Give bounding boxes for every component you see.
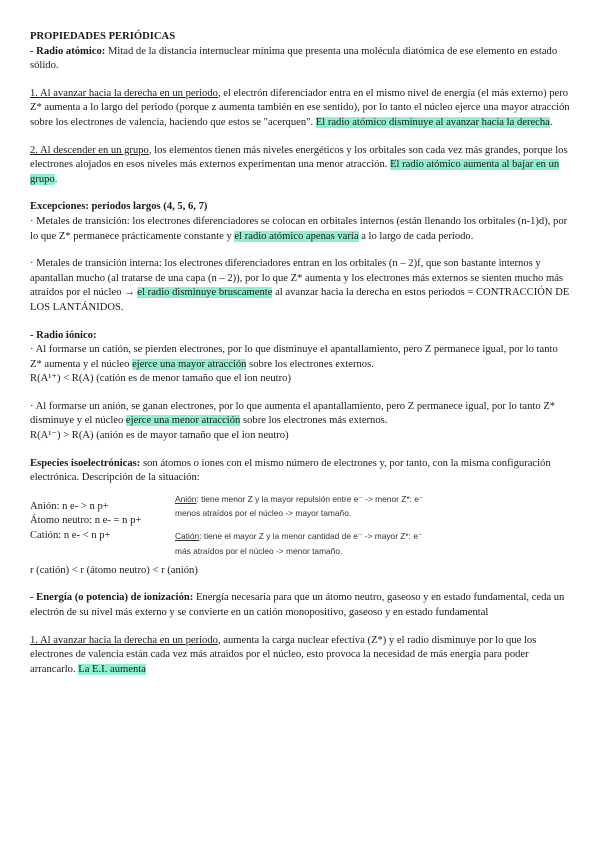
excepciones-heading: Excepciones: periodos largos (4, 5, 6, 7) <box>30 201 208 213</box>
cation-note: Catión: tiene el mayor Z y la menor cantidad de e⁻ -> mayor Z*: e⁻ más atraídos por el núcleo -> menor tamaño. <box>175 531 423 556</box>
radio-atomico-label: - Radio atómico: <box>30 45 106 57</box>
isoelectronic-rules <box>30 500 170 544</box>
energia-label: - Energía (o potencia) de ionización: <box>30 592 194 604</box>
especies-label: Especies isoelectrónicas: <box>30 457 141 469</box>
radius-order: r (catión) < r (átomo neutro) < r (anión) <box>30 564 198 576</box>
ionico-anion-relation: R(A¹⁻) > R(A) (anión es de mayor tamaño que el ion neutro) <box>30 430 289 442</box>
highlight: El radio atómico aumenta al bajar en un grupo <box>30 159 560 185</box>
energia-ionizacion-definition: - Energía (o potencia) de ionización: Energía necesaria para que un átomo neutro, gaseoso y en estado fundamental, ceda un electrón de su nivel más externo y se convierte en un catión monopositivo, gaseoso y en estado fundamental <box>30 592 565 619</box>
radio-ionico-heading: - Radio iónico: <box>30 329 97 341</box>
highlight: el radio atómico apenas varía <box>234 230 359 242</box>
neutral-atom-rule: Átomo neutro: n e- = n p+ <box>30 515 142 527</box>
ionico-cation-relation: R(A¹⁺) < R(A) (catión es de menor tamaño que el ion neutro) <box>30 373 291 385</box>
excepciones-transicion-interna: · Metales de transición interna: los electrones diferenciadores entran en los orbitales (n – 2)f, que son bastante internos y apantallan mucho (al tratarse de una capa (n – 2)), por lo que Z* aumenta y los electrones más externos se sienten mucho más atraídos por el núcleo → el radio disminuye bruscamente al avanzar hacia la derecha en estos periodos = CONTRACCIÓN DE LOS LANTÁNIDOS. <box>30 258 570 313</box>
highlight: el radio disminuye bruscamente <box>137 287 273 299</box>
radio-atomico-definition: - Radio atómico: Mitad de la distancia internuclear mínima que presenta una molécula diatómica de ese elemento en estado sólido. <box>30 45 558 72</box>
cation-rule: Catión: n e- < n p+ <box>30 530 111 542</box>
isoelectronic-notes <box>175 492 475 566</box>
page-title: PROPIEDADES PERIÓDICAS <box>30 31 176 42</box>
especies-definition: Especies isoelectrónicas: son átomos o iones con el mismo número de electrones y, por tanto, con la misma configuración electrónica. Descripción de la situación: <box>30 457 551 484</box>
highlight: El radio atómico disminuye al avanzar hacia la derecha <box>315 116 550 128</box>
isoelectronic-comparison <box>30 492 570 556</box>
anion-note: Anión: tiene menor Z y la mayor repulsión entre e⁻ -> menor Z*: e⁻ menos atraídos por el núcleo -> mayor tamaño. <box>175 493 424 519</box>
highlight: ejerce una mayor atracción <box>132 358 247 370</box>
ionico-anion-paragraph: · Al formarse un anión, se ganan electrones, por lo que aumenta el apantallamiento, pero Z permanece igual, por lo tanto Z* disminuye y el núcleo ejerce una menor atracción sobre los electrones más externos. <box>30 400 556 427</box>
highlight: ejerce una menor atracción <box>125 415 241 427</box>
anion-rule: Anión: n e- > n p+ <box>30 500 109 512</box>
excepciones-transicion: · Metales de transición: los electrones diferenciadores se colocan en orbitales internos (están llenando los orbitales (n-1)d), por lo que Z* permanece prácticamente constante y el radio atómico apenas varía a lo largo de cada periodo. <box>30 215 568 242</box>
radio-paragraph-2: 2. Al descender en un grupo, los elementos tienen más niveles energéticos y los orbitales son cada vez más grandes, porque los electrones alojados en esos niveles más externos experimentan una menor atracción. El radio atómico aumenta al bajar en un grupo. <box>30 144 568 185</box>
energia-paragraph-1: 1. Al avanzar hacia la derecha en un periodo, aumenta la carga nuclear efectiva (Z*) y el radio disminuye por lo que los electrones de valencia están cada vez más atraídos por el núcleo, esto provoca la necesidad de más energía para poder arrancarlo. La E.I. aumenta <box>30 634 537 675</box>
ionico-cation-paragraph: · Al formarse un catión, se pierden electrones, por lo que disminuye el apantallamiento, pero Z permanece igual, por lo tanto Z* aumenta y el núcleo ejerce una mayor atracción sobre los electrones externos. <box>30 344 558 370</box>
radio-paragraph-1: 1. Al avanzar hacia la derecha en un periodo, el electrón diferenciador entra en el mismo nivel de energía (el más externo) pero Z* aumenta a lo largo del periodo (porque z aumenta también en ese sentido), por lo tanto el núcleo ejerce una mayor atracción sobre los electrones de valencia, haciendo que estos se "acerquen". El radio atómico disminuye al avanzar hacia la derecha. <box>30 87 570 128</box>
document-page <box>30 30 570 677</box>
highlight: La E.I. aumenta <box>78 663 146 675</box>
